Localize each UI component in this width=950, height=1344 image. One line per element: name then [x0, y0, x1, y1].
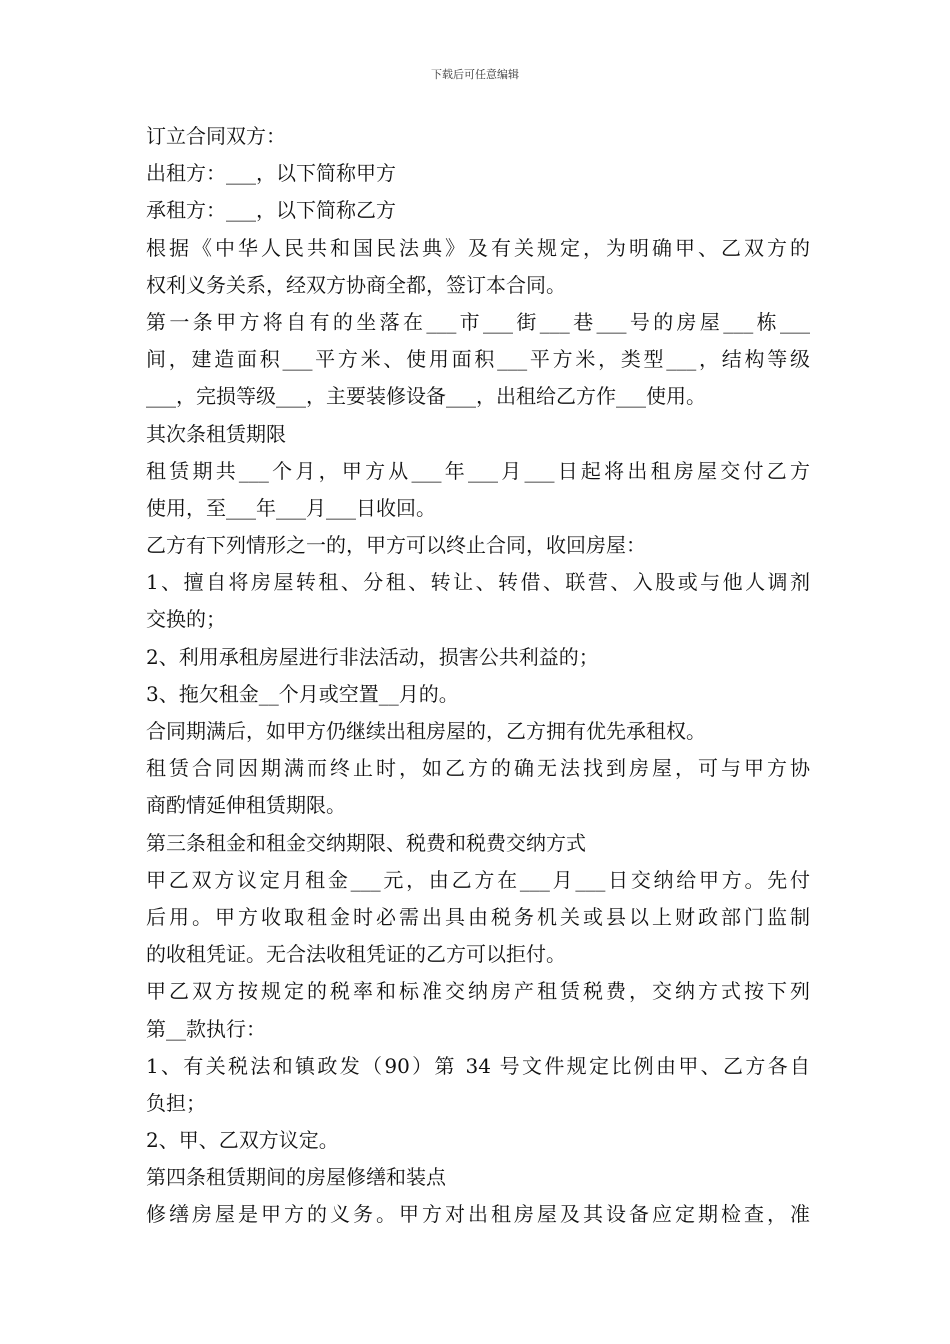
- text-line: 权利义务关系，经双方协商全都，签订本合同。: [146, 272, 566, 297]
- text-line: 其次条租赁期限: [146, 421, 286, 446]
- page-header: 下载后可任意编辑: [431, 68, 519, 81]
- text-line: 租赁期共___个月，甲方从___年___月___日起将出租房屋交付乙方: [146, 458, 810, 483]
- text-line: ___，完损等级___，主要装修设备___，出租给乙方作___使用。: [146, 384, 706, 409]
- text-line: 第一条甲方将自有的坐落在___市___街___巷___号的房屋___栋___: [146, 309, 810, 334]
- text-line: 第三条租金和租金交纳期限、税费和税费交纳方式: [146, 830, 586, 855]
- contract-body: [146, 118, 810, 1234]
- text-line: 1、有关税法和镇政发（90）第 34 号文件规定比例由甲、乙方各自: [146, 1053, 810, 1078]
- text-line: 后用。甲方收取租金时必需出具由税务机关或县以上财政部门监制: [146, 904, 810, 929]
- text-line: 甲乙双方议定月租金___元，由乙方在___月___日交纳给甲方。先付: [146, 867, 810, 892]
- text-line: 订立合同双方：: [146, 124, 286, 148]
- text-line: 间，建造面积___平方米、使用面积___平方米，类型___，结构等级: [146, 347, 810, 372]
- text-line: 根据《中华人民共和国民法典》及有关规定，为明确甲、乙双方的: [146, 235, 810, 260]
- text-line: 3、拖欠租金__个月或空置__月的。: [146, 681, 459, 706]
- text-line: 负担；: [146, 1090, 206, 1115]
- text-line: 使用，至___年___月___日收回。: [146, 495, 436, 520]
- text-line: 1、擅自将房屋转租、分租、转让、转借、联营、入股或与他人调剂: [146, 570, 810, 595]
- text-line: 商酌情延伸租赁期限。: [146, 793, 346, 818]
- text-line: 合同期满后，如甲方仍继续出租房屋的，乙方拥有优先承租权。: [146, 719, 706, 743]
- text-line: 承租方：___，以下简称乙方: [146, 198, 396, 223]
- text-line: 修缮房屋是甲方的义务。甲方对出租房屋及其设备应定期检查，准: [146, 1202, 810, 1227]
- text-line: 第四条租赁期间的房屋修缮和装点: [146, 1165, 446, 1190]
- text-line: 2、甲、乙双方议定。: [146, 1128, 339, 1153]
- text-line: 甲乙双方按规定的税率和标准交纳房产租赁税费，交纳方式按下列: [146, 979, 810, 1004]
- text-line: 出租方：___，以下简称甲方: [146, 161, 396, 186]
- text-line: 乙方有下列情形之一的，甲方可以终止合同，收回房屋：: [146, 533, 646, 558]
- text-line: 交换的；: [146, 607, 226, 632]
- text-line: 的收租凭证。无合法收租凭证的乙方可以拒付。: [146, 942, 566, 967]
- text-line: 第__款执行：: [146, 1016, 266, 1041]
- text-line: 租赁合同因期满而终止时，如乙方的确无法找到房屋，可与甲方协: [146, 756, 810, 781]
- text-line: 2、利用承租房屋进行非法活动，损害公共利益的；: [146, 644, 599, 669]
